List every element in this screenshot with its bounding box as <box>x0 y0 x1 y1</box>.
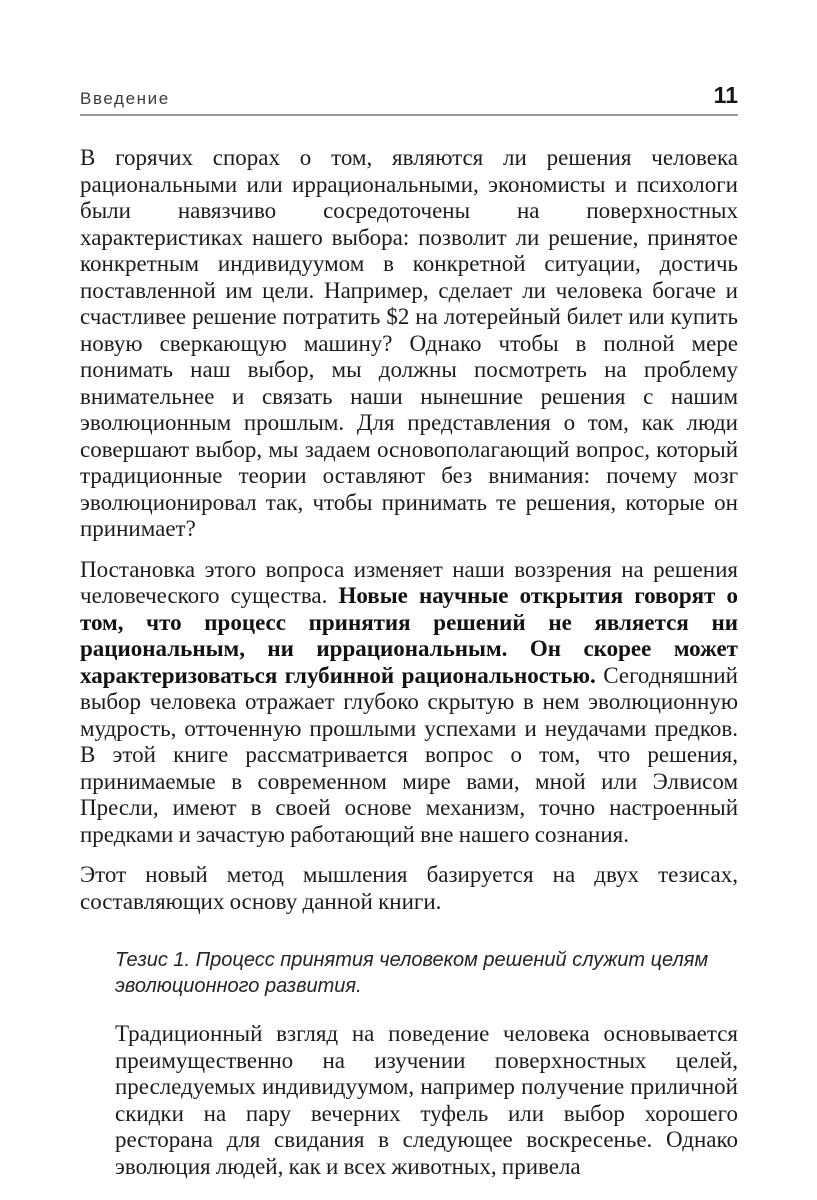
text-run: В горячих спорах о том, являются ли решения человека рациональными или иррациональными, экономисты и психологи были навязчиво сосредоточены на поверхностных характеристиках нашего выбора: позволит ли решение, принятое конкретным индивидуумом в конкретной ситуации, достичь поставленной им цели. Например, сделает ли человека богаче и счастливее решение потратить $2 на лотерейный билет или купить новую сверкающую машину? Однако чтобы в полной мере понимать наш выбор, мы должны посмотреть на проблему внимательнее и связать наши нынешние решения с нашим эволюционным прошлым. Для представления о том, как люди совершают выбор, мы задаем основополагающий вопрос, который традиционные теории оставляют без внимания: почему мозг эволюционировал так, чтобы принимать те решения, которые он принимает? <box>80 145 738 541</box>
bold-text-run: Новые научные открытия говорят о том, что процесс принятия решений не является ни рациональным, ни иррациональным. Он скорее может характеризоваться глубинной рациональностью. <box>80 583 738 688</box>
text-run: Традиционный взгляд на поведение человека основывается преимущественно на изучении поверхностных целей, преследуемых индивидуумом, например получение приличной скидки на пару вечерних туфель или выбор хорошего ресторана для свидания в следующее воскресенье. Однако эволюция людей, как и всех животных, привела <box>115 1021 738 1179</box>
text-run: Этот новый метод мышления базируется на двух тезисах, составляющих основу данной книги. <box>80 862 738 914</box>
page-header <box>80 84 738 114</box>
running-title: Введение <box>80 89 170 108</box>
text-run: Тезис 1. Процесс принятия человеком решений служит целям эволюционного развития. <box>115 949 709 997</box>
thesis-paragraph <box>115 947 715 999</box>
paragraph <box>80 557 738 849</box>
header-rule <box>80 114 738 116</box>
text-run: Сегодняшний выбор человека отражает глубоко скрытую в нем эволюционную мудрость, отточенную прошлыми успехами и неудачами предков. В этой книге рассматривается вопрос о том, что решения, принимаемые в современном мире вами, мной или Элвисом Пресли, имеют в своей основе механизм, точно настроенный предками и зачастую работающий вне нашего сознания. <box>80 662 738 847</box>
page-content <box>80 145 738 1180</box>
text-run: Постановка этого вопроса изменяет наши воззрения на решения человеческого существа. <box>80 556 738 608</box>
paragraph <box>80 145 738 543</box>
paragraph <box>115 1021 738 1180</box>
paragraph <box>80 862 738 915</box>
page-number: 11 <box>713 82 738 108</box>
